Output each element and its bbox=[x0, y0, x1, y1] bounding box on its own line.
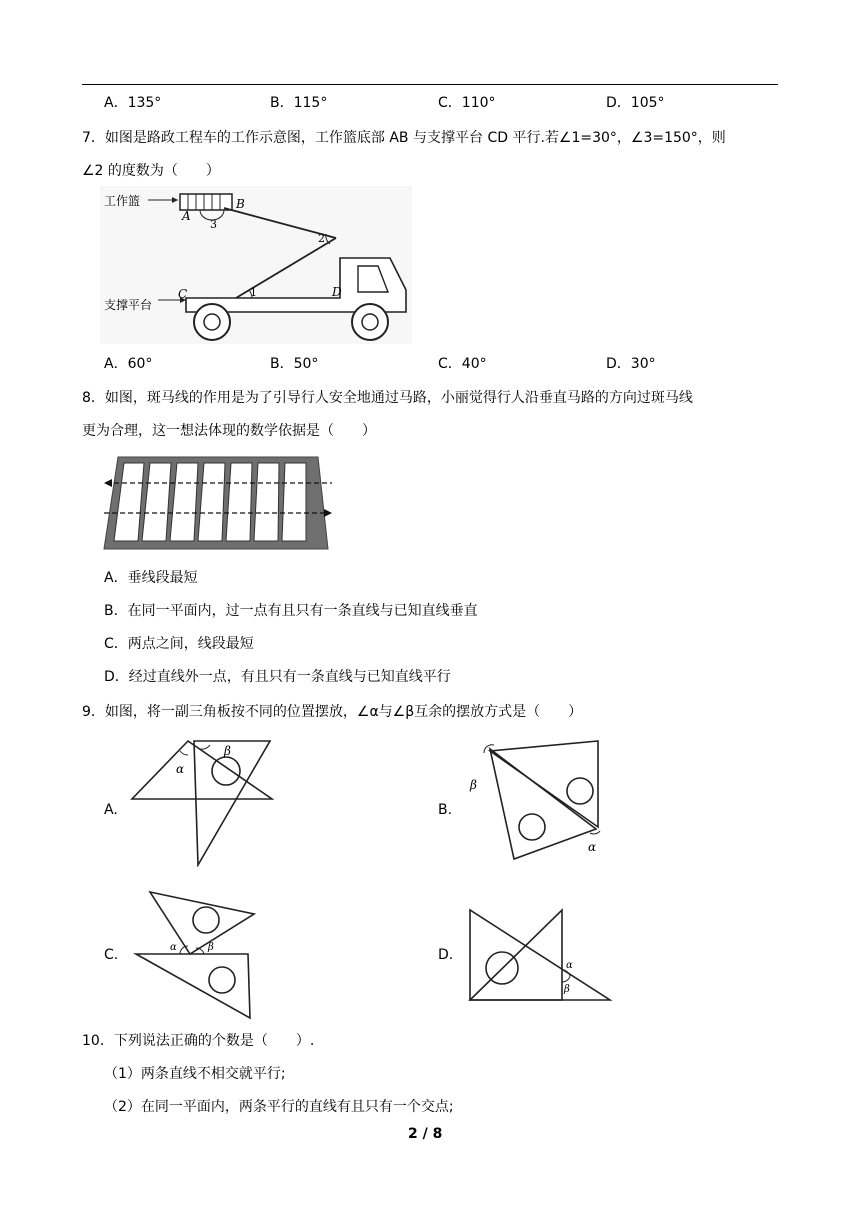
q6-option-b: B．115° bbox=[270, 95, 328, 111]
label-a: A bbox=[182, 209, 191, 223]
basket-label: 工作篮 bbox=[104, 194, 141, 208]
q9-label-c: C. bbox=[104, 947, 119, 963]
page-number: 2 / 8 bbox=[408, 1126, 443, 1142]
q6-option-c: C．110° bbox=[438, 95, 496, 111]
q10-text: 10．下列说法正确的个数是（ ）. bbox=[82, 1033, 315, 1049]
q10-item-2: （2）在同一平面内，两条平行的直线有且只有一个交点; bbox=[104, 1099, 454, 1115]
label-angle1: 1 bbox=[250, 286, 257, 299]
q8-text-line1: 8．如图，斑马线的作用是为了引导行人安全地通过马路，小丽觉得行人沿垂直马路的方向过斑马线 bbox=[82, 390, 693, 406]
label-d: D bbox=[332, 285, 342, 299]
platform-label: 支撑平台 bbox=[104, 298, 153, 312]
q6-option-d: D．105° bbox=[606, 95, 665, 111]
q7-option-c: C．40° bbox=[438, 356, 487, 372]
q7-option-b: B．50° bbox=[270, 356, 319, 372]
alpha-label-c: α bbox=[170, 942, 177, 953]
label-angle2: 2 bbox=[318, 232, 325, 245]
q9-text: 9．如图，将一副三角板按不同的位置摆放，∠α与∠β互余的摆放方式是（ ） bbox=[82, 704, 583, 720]
q7-truck-figure bbox=[100, 186, 412, 344]
q9-figure-d bbox=[466, 906, 614, 1004]
q9-figure-c bbox=[130, 888, 276, 1020]
q8-option-b: B．在同一平面内，过一点有且只有一条直线与已知直线垂直 bbox=[104, 603, 478, 619]
label-b: B bbox=[236, 197, 245, 211]
label-angle3: 3 bbox=[210, 218, 217, 231]
q8-crosswalk-figure bbox=[100, 455, 336, 551]
q6-option-a: A．135° bbox=[104, 95, 162, 111]
q8-text-line2: 更为合理，这一想法体现的数学依据是（ ） bbox=[82, 423, 376, 439]
q7-option-d: D．30° bbox=[606, 356, 656, 372]
alpha-label-d: α bbox=[566, 960, 573, 971]
q8-option-a: A．垂线段最短 bbox=[104, 570, 198, 586]
q8-option-d: D．经过直线外一点，有且只有一条直线与已知直线平行 bbox=[104, 669, 451, 685]
q7-text-line1: 7．如图是路政工程车的工作示意图，工作篮底部 AB 与支撑平台 CD 平行.若∠1=30°，∠3=150°，则 bbox=[82, 130, 726, 146]
beta-label-c: β bbox=[208, 942, 214, 953]
q9-figure-a bbox=[128, 737, 274, 867]
q8-option-c: C．两点之间，线段最短 bbox=[104, 636, 254, 652]
q7-option-a: A．60° bbox=[104, 356, 153, 372]
alpha-label-a: α bbox=[176, 762, 185, 776]
q9-label-d: D. bbox=[438, 947, 454, 963]
top-rule bbox=[82, 84, 778, 85]
beta-label-a: β bbox=[224, 744, 231, 758]
q10-item-1: （1）两条直线不相交就平行; bbox=[104, 1066, 286, 1082]
beta-label-d: β bbox=[564, 984, 570, 995]
q7-text-line2: ∠2 的度数为（ ） bbox=[82, 163, 220, 179]
label-c: C bbox=[178, 287, 188, 301]
q9-figure-b bbox=[464, 737, 614, 861]
q9-label-b: B. bbox=[438, 802, 453, 818]
alpha-label-b: α bbox=[588, 840, 597, 854]
q9-label-a: A. bbox=[104, 802, 118, 818]
beta-label-b: β bbox=[470, 778, 477, 792]
